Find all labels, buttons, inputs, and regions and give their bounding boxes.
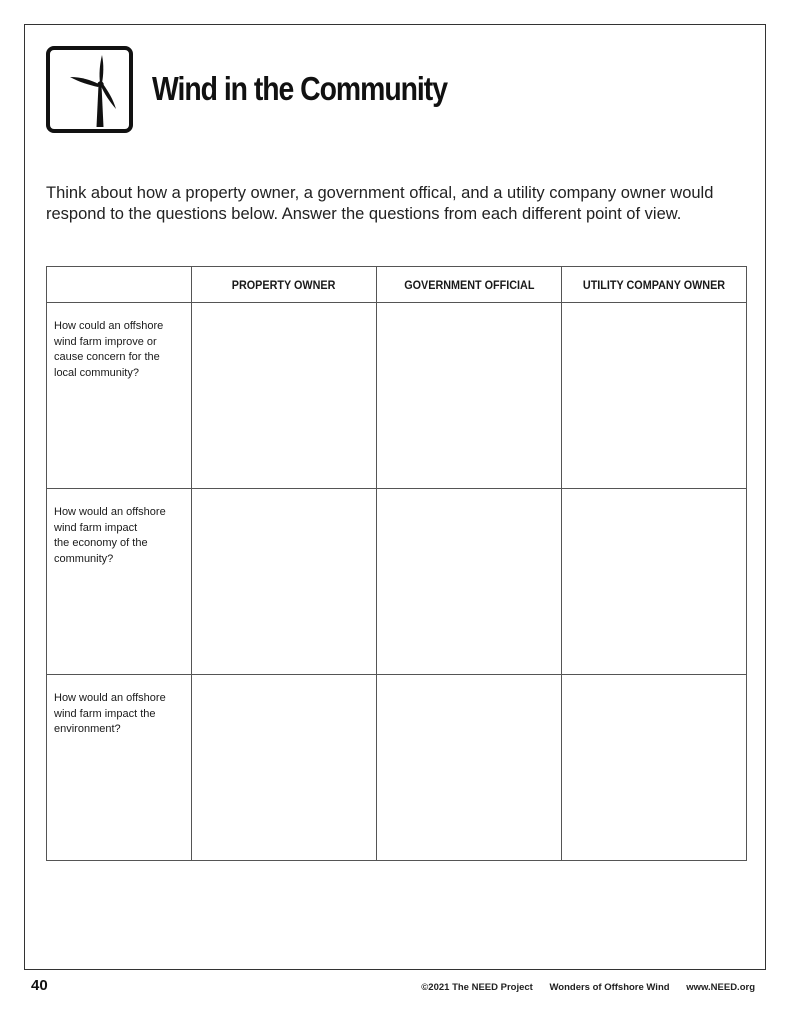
footer-copyright: ©2021 The NEED Project <box>421 982 533 993</box>
table-row <box>47 303 747 489</box>
question-cell <box>47 303 192 489</box>
answer-cell-government-official[interactable] <box>377 303 562 489</box>
answer-cell-government-official[interactable] <box>377 675 562 861</box>
question-text: How would an offshore wind farm impact the economy of the community? <box>54 506 166 565</box>
table-row <box>47 489 747 675</box>
answer-cell-government-official[interactable] <box>377 489 562 675</box>
answer-cell-utility-company-owner[interactable] <box>562 303 747 489</box>
header-cell-government-official: GOVERNMENT OFFICIAL <box>377 267 562 303</box>
instructions-text <box>46 183 766 225</box>
footer-credits <box>421 982 755 993</box>
table-row <box>47 675 747 861</box>
question-cell <box>47 489 192 675</box>
question-text: How could an offshore wind farm improve or cause concern for the local community? <box>54 320 164 379</box>
table-header-row <box>47 267 747 303</box>
footer-website[interactable]: www.NEED.org <box>686 982 755 993</box>
header-cell-utility-company-owner: UTILITY COMPANY OWNER <box>562 267 747 303</box>
answer-cell-property-owner[interactable] <box>192 489 377 675</box>
footer-publication: Wonders of Offshore Wind <box>549 982 670 993</box>
header-cell-property-owner: PROPERTY OWNER <box>192 267 377 303</box>
title-icon-frame <box>46 46 133 133</box>
question-cell <box>47 675 192 861</box>
answer-cell-utility-company-owner[interactable] <box>562 489 747 675</box>
answer-cell-property-owner[interactable] <box>192 303 377 489</box>
question-text: How would an offshore wind farm impact the environment? <box>54 692 166 735</box>
answer-cell-property-owner[interactable] <box>192 675 377 861</box>
page-number: 40 <box>31 977 48 994</box>
answer-cell-utility-company-owner[interactable] <box>562 675 747 861</box>
worksheet-table <box>46 266 747 861</box>
header-cell-blank <box>47 267 192 303</box>
instructions-line-2: respond to the questions below. Answer the questions from each different point of view. <box>46 205 682 223</box>
page-title: Wind in the Community <box>152 70 447 107</box>
instructions-line-1: Think about how a property owner, a government offical, and a utility company owner would <box>46 184 714 202</box>
wind-turbine-icon <box>59 53 121 127</box>
